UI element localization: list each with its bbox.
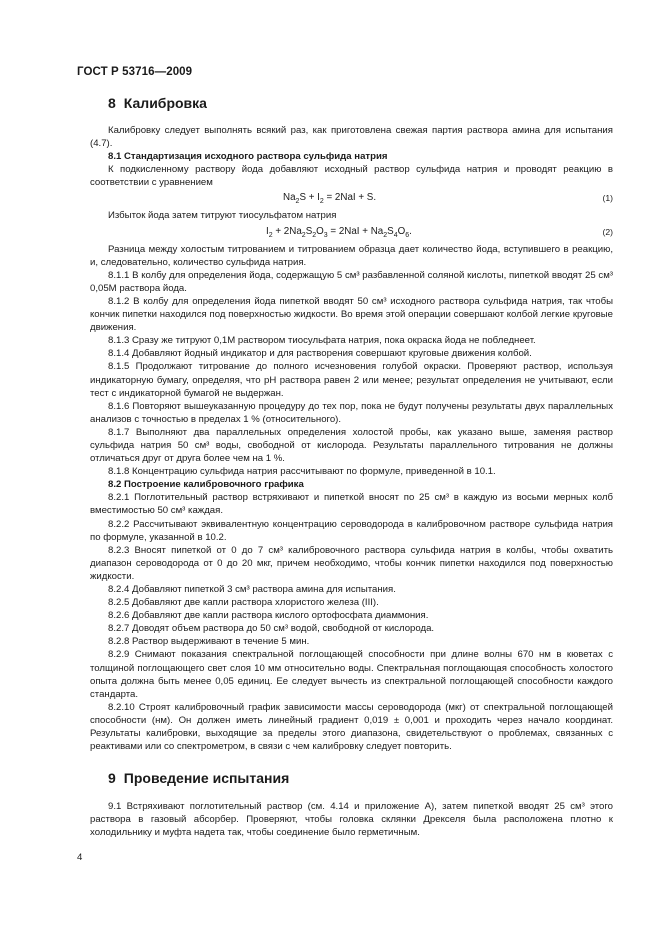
clause-8-2-9: 8.2.9 Снимают показания спектральной поглощающей способности при длине волны 670 нм в кюветах с толщиной поглощающего свет слоя 10 мм относительно воды. Спектральная поглощающая способность холостого опыта должна быть менее 0,05 единиц. Ее следует вычесть из спектральной поглощающей способности каждого стандарта.	[90, 649, 613, 700]
paragraph: Избыток йода затем титруют тиосульфатом натрия	[108, 210, 337, 222]
clause-8-1-3: 8.1.3 Сразу же титруют 0,1М раствором тиосульфата натрия, пока окраска йода не побледнеет.	[108, 335, 536, 347]
section-9-heading	[108, 770, 289, 786]
clause-8-2-8: 8.2.8 Раствор выдерживают в течение 5 мин.	[108, 636, 310, 648]
clause-8-2-6: 8.2.6 Добавляют две капли раствора кислого ортофосфата диаммония.	[108, 610, 429, 622]
subsection-heading: 8.2 Построение калибровочного графика	[108, 479, 304, 491]
clause-8-1-7: 8.1.7 Выполняют два параллельных определения холостой пробы, как указано выше, заменяя раствор сульфида натрия 50 см³ воды, свободной от кислорода. Результаты параллельного титрования не должны отличаться друг от друга более чем на 1 %.	[90, 426, 613, 465]
equation-number: (2)	[602, 226, 613, 237]
clause-8-2-10: 8.2.10 Строят калибровочный график зависимости массы сероводорода (мкг) от спектральной поглощающей способности (нм). Он должен иметь линейный градиент 0,019 ± 0,001 и проходить через начало координат. Результаты калибровки, выходящие за пределы этого диапазона, свидетельствуют о проблемах, связанных с реактивами или со спектрометром, в связи с чем калибровку следует повторить.	[90, 701, 613, 753]
clause-8-2-4: 8.2.4 Добавляют пипеткой 3 см³ раствора амина для испытания.	[108, 584, 396, 595]
section-title: Проведение испытания	[123, 770, 290, 786]
equation-1	[90, 191, 613, 208]
section-8-body	[90, 124, 613, 753]
equation-formula: $Na_2S + I_2 = 2NaI + S$.	[283, 192, 377, 206]
section-9-body	[90, 800, 613, 839]
clause-8-2-1: 8.2.1 Поглотительный раствор встряхивают и пипеткой вносят по 25 см³ в каждую из восьми мерных колб вместимостью 50 см³ каждая.	[90, 492, 613, 517]
section-number: 9	[108, 770, 116, 786]
equation-number: (1)	[602, 193, 613, 204]
clause-8-2-2: 8.2.2 Рассчитывают эквивалентную концентрацию сероводорода в калибровочном растворе сульфида натрия по формуле, указанной в 10.2.	[90, 518, 613, 543]
clause-8-2-5: 8.2.5 Добавляют две капли раствора хлористого железа (III).	[108, 597, 379, 609]
paragraph: Разница между холостым титрованием и титрованием образца дает количество йода, вступившего в реакцию, и, следовательно, количество сульфида натрия.	[90, 243, 613, 268]
clause-8-1-4: 8.1.4 Добавляют йодный индикатор и для растворения совершают круговые движения колбой.	[108, 348, 532, 360]
subsection-heading: 8.1 Стандартизация исходного раствора сульфида натрия	[108, 151, 388, 163]
clause-8-1-6: 8.1.6 Повторяют вышеуказанную процедуру до тех пор, пока не будут получены результаты двух параллельных анализов с точностью в пределах 1 % (относительного).	[90, 400, 613, 425]
section-8-heading	[108, 95, 207, 111]
paragraph: Калибровку следует выполнять всякий раз, как приготовлена свежая партия раствора амина для испытания (4.7).	[90, 125, 613, 150]
equation-formula: $I_2 + 2Na_2S_2O_3 = 2NaI + Na_2S_4O_6$.	[266, 225, 412, 239]
clause-8-2-7: 8.2.7 Доводят объем раствора до 50 см³ водой, свободной от кислорода.	[108, 623, 435, 635]
section-number: 8	[108, 95, 116, 111]
standard-header: ГОСТ Р 53716—2009	[77, 66, 193, 78]
clause-9-1: 9.1 Встряхивают поглотительный раствор (см. 4.14 и приложение А), затем пипеткой вводят 25 см³ этого раствора в газовый абсорбер. Проверяют, чтобы головка склянки Дрекселя была расположена плотно к холодильнику и муфта надета так, чтобы соединение было герметичным.	[90, 801, 613, 839]
paragraph: К подкисленному раствору йода добавляют исходный раствор сульфида натрия и проводят реакцию в соответствии с уравнением	[90, 164, 613, 189]
equation-2	[90, 225, 613, 242]
clause-8-1-5: 8.1.5 Продолжают титрование до полного исчезновения голубой окраски. Проверяют раствор, используя индикаторную бумагу, определяя, что pH раствора равен 2 или менее; результат определения не учитывают, если тест с индикаторной бумагой не выдержан.	[90, 361, 613, 399]
clause-8-1-8: 8.1.8 Концентрацию сульфида натрия рассчитывают по формуле, приведенной в 10.1.	[108, 466, 496, 478]
section-title: Калибровка	[123, 95, 207, 111]
clause-8-2-3: 8.2.3 Вносят пипеткой от 0 до 7 см³ калибровочного раствора сульфида натрия в колбы, чтобы охватить диапазон сероводорода от 0 до 20 мкг, причем необходимо, чтобы кончик пипетки находился под поверхностью жидкости.	[90, 544, 613, 582]
page-number: 4	[77, 852, 83, 863]
clause-8-1-1: 8.1.1 В колбу для определения йода, содержащую 5 см³ разбавленной соляной кислоты, пипеткой вводят 25 см³ 0,05М раствора йода.	[90, 269, 613, 294]
clause-8-1-2: 8.1.2 В колбу для определения йода пипеткой вводят 50 см³ исходного раствора сульфида натрия, так чтобы кончик пипетки находился под поверхностью жидкости. Во время этой операции совершают колбой легкие круговые движения.	[90, 295, 613, 334]
